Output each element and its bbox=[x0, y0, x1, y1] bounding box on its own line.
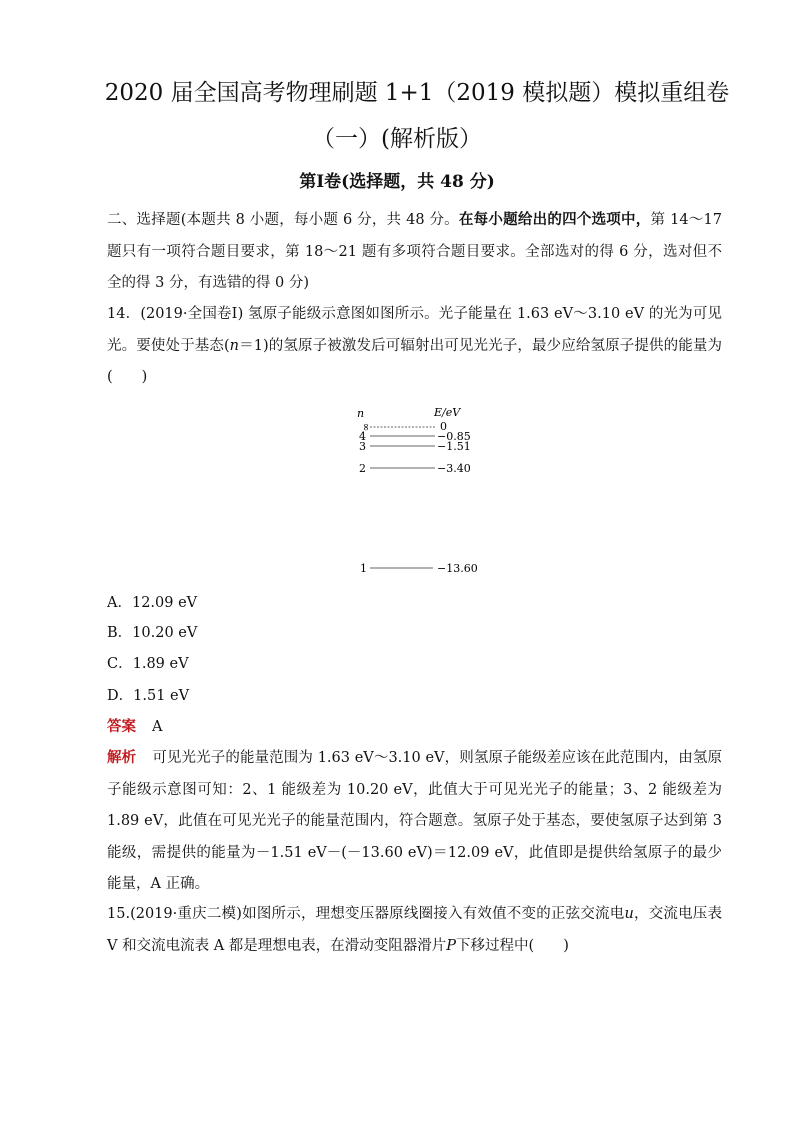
answer-row bbox=[107, 715, 162, 739]
option-c-letter: C． bbox=[107, 656, 133, 672]
energy-level-diagram bbox=[340, 405, 500, 575]
option-a-text: 12.09 eV bbox=[131, 595, 198, 611]
instructions-part-a: 二、选择题(本题共 8 小题，每小题 6 分，共 48 分。 bbox=[107, 212, 459, 228]
level-e-3: −1.51 bbox=[437, 440, 471, 453]
q15-u: u bbox=[624, 906, 634, 922]
level-e-inf: 0 bbox=[440, 420, 447, 433]
q15-source: (2019·重庆二模) bbox=[130, 906, 242, 922]
instructions bbox=[107, 204, 722, 300]
option-c bbox=[107, 652, 189, 676]
option-b bbox=[107, 621, 197, 645]
level-n-2: 2 bbox=[359, 462, 366, 475]
answer-value: A bbox=[152, 719, 163, 735]
question-14 bbox=[107, 299, 722, 394]
q14-n: n bbox=[229, 337, 239, 354]
q14-text-2: ＝1)的氢原子被激发后可辐射出可见光光子，最少应给氢原子提供的能量为( ) bbox=[107, 337, 722, 385]
level-n-4: 4 bbox=[359, 430, 366, 443]
doc-title-line2: （一）(解析版） bbox=[312, 126, 482, 152]
analysis bbox=[107, 742, 722, 901]
level-n-3: 3 bbox=[359, 440, 366, 453]
q15-p: P bbox=[446, 937, 457, 954]
section-heading: 第Ⅰ卷(选择题，共 48 分) bbox=[299, 172, 495, 192]
q14-source: (2019·全国卷Ⅰ) bbox=[140, 306, 244, 322]
option-b-letter: B． bbox=[107, 625, 133, 641]
diagram-n-label: n bbox=[357, 407, 365, 420]
q14-number: 14． bbox=[107, 306, 141, 322]
instructions-part-b: 在每小题给出的四个选项中， bbox=[458, 211, 651, 228]
analysis-label: 解析 bbox=[107, 749, 137, 766]
level-e-4: −0.85 bbox=[437, 430, 471, 443]
analysis-text: 可见光光子的能量范围为 1.63 eV～3.10 eV，则氢原子能级差应该在此范围内，由氢原子能级示意图可知：2、1 能级差为 10.20 eV，此值大于可见光光子的能量；3、2 能级差为 1.89 eV，此值在可见光光子的能量范围内，符合题意。氢原子处于基态，要使氢原子达到第 3 能级，需提供的能量为－1.51 eV－(－13.60 eV)＝12.09 eV，此值即是提供给氢原子的最少能量，A 正确。 bbox=[107, 750, 723, 892]
option-c-text: 1.89 eV bbox=[132, 656, 189, 672]
diagram-e-label: E/eV bbox=[434, 406, 461, 419]
option-d-text: 1.51 eV bbox=[133, 688, 190, 704]
option-b-text: 10.20 eV bbox=[132, 625, 198, 641]
option-d-letter: D． bbox=[107, 688, 134, 704]
q15-text-1: 如图所示，理想变压器原线圈接入有效值不变的正弦交流电 bbox=[241, 906, 625, 922]
answer-label: 答案 bbox=[107, 718, 136, 735]
q15-text-2: ，交流电压表 V 和交流电流表 A 都是理想电表，在滑动变阻器滑片 bbox=[107, 906, 723, 954]
doc-title-line1: 2020 届全国高考物理刷题 1+1（2019 模拟题）模拟重组卷 bbox=[104, 80, 730, 106]
option-a-letter: A． bbox=[107, 595, 132, 611]
option-d bbox=[107, 684, 189, 708]
level-n-inf: ∞ bbox=[360, 422, 371, 432]
level-n-1: 1 bbox=[360, 562, 367, 575]
q14-text-1: 氢原子能级示意图如图所示。光子能量在 1.63 eV～3.10 eV 的光为可见光。要使处于基态( bbox=[107, 306, 723, 354]
question-15 bbox=[107, 899, 722, 962]
q15-text-3: 下移过程中( ) bbox=[456, 937, 569, 954]
instructions-part-c: 第 14～17 题只有一项符合题目要求，第 18～21 题有多项符合题目要求。全部选对的得 6 分，选对但不全的得 3 分，有选错的得 0 分) bbox=[107, 212, 722, 291]
option-a bbox=[107, 591, 197, 615]
q15-number: 15. bbox=[107, 906, 131, 922]
level-e-1: −13.60 bbox=[437, 562, 478, 575]
level-e-2: −3.40 bbox=[437, 462, 471, 475]
